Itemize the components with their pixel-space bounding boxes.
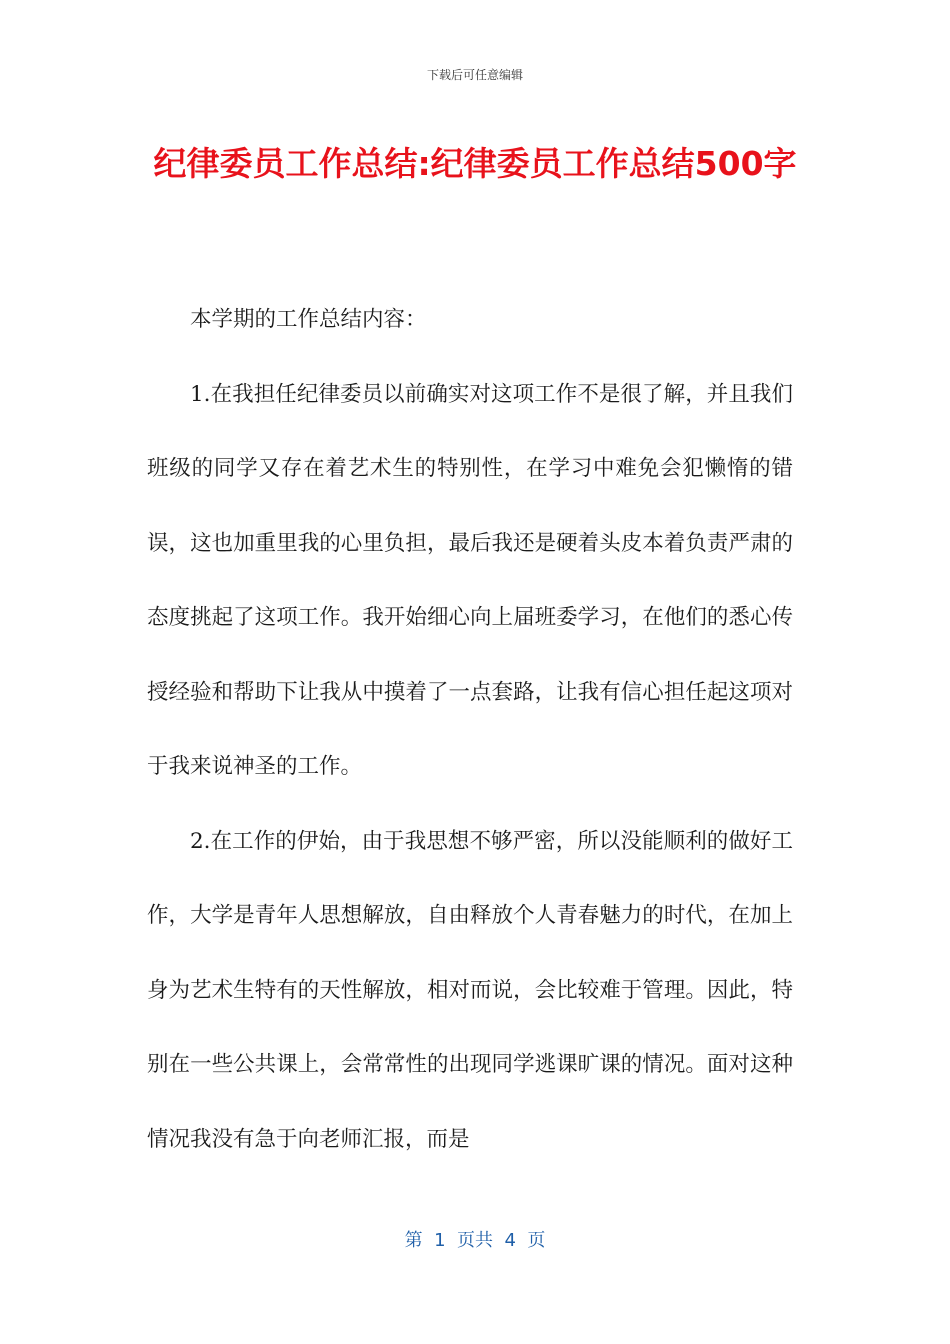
paragraph-intro: 本学期的工作总结内容： [190,307,427,332]
document-body [147,283,793,1177]
paragraph-2: 2.在工作的伊始，由于我思想不够严密，所以没能顺利的做好工作，大学是青年人思想解放，自由释放个人青春魅力的时代，在加上身为艺术生特有的天性解放，相对而说，会比较难于管理。因此，特别在一些公共课上，会常常性的出现同学逃课旷课的情况。面对这种情况我没有急于向老师汇报，而是 [147,828,793,1152]
document-title: 纪律委员工作总结:纪律委员工作总结500字 [153,144,797,183]
header-note: 下载后可任意编辑 [426,68,523,82]
page-number-footer: 第 1 页共 4 页 [404,1230,546,1251]
paragraph-1: 1.在我担任纪律委员以前确实对这项工作不是很了解，并且我们班级的同学又存在着艺术生的特别性，在学习中难免会犯懒惰的错误，这也加重里我的心里负担，最后我还是硬着头皮本着负责严肃的态度挑起了这项工作。我开始细心向上届班委学习，在他们的悉心传授经验和帮助下让我从中摸着了一点套路，让我有信心担任起这项对于我来说神圣的工作。 [147,381,793,779]
